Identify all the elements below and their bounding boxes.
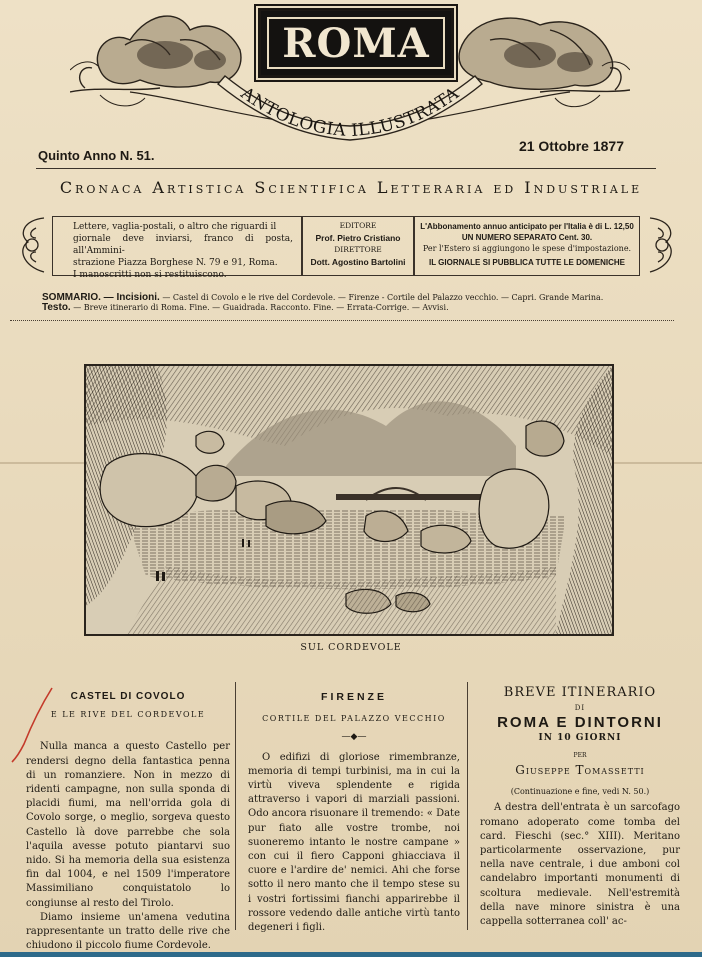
article-title: BREVE ITINERARIO [503, 685, 657, 700]
cordevole-engraving [84, 364, 614, 636]
article-paragraph: Diamo insieme un'amena vedutina rappresentante un tratto delle rive che chiudono il piccolo fiume Cordevole. [26, 911, 230, 952]
masthead-banner-text [70, 0, 630, 150]
ornament-divider: —◆— [341, 732, 367, 743]
masthead [70, 0, 630, 150]
svg-text:ANTOLOGIA ILLUSTRATA: ANTOLOGIA ILLUSTRATA [237, 83, 463, 142]
article-title: CASTEL DI COVOLO [70, 691, 186, 702]
subscription-info: L'Abbonamento annuo anticipato per l'Italia è di L. 12,50 UN NUMERO SEPARATO Cent. 30. Per l'Estero si aggiungono le spese d'impostazione. IL GIORNALE SI PUBBLICA TUTTE LE DOMENICHE [414, 216, 640, 276]
sommario: SOMMARIO. — Incisioni. — Castel di Covolo e le rive del Cordevole. — Firenze - Cortile del Palazzo vecchio. — Capri. Grande Marina. Testo. — Breve itinerario di Roma. Fine. — Guaidrada. Racconto. Fine. — Errata-Corrige. — Avvisi. [42, 292, 604, 313]
illustration-caption: SUL CORDEVOLE [300, 642, 402, 653]
article-main-title: ROMA E DINTORNI [497, 714, 663, 732]
continuation-note: (Continuazione e fine, vedi N. 50.) [510, 787, 650, 797]
article-subtitle: E LE RIVE DEL CORDEVOLE [50, 710, 206, 720]
article-paragraph: O edifizi di gloriose rimembranze, memoria di tempi turbinisi, ma in cui la virtù viveva splendente e rigida attraverso i vapori di marziali passioni. Odo ancora risuonare il tremendo: « Date pur fiato alle vostre trombe, noi suoneremo intanto le nostre campane » con cui il fiero Capponi ghiacciava il cuore e l'ardire de' nemici. Ahi che forse sotto il nero manto che il tempo stese su i vostri fortissimi fianchi apparirebbe il rossore vedendo dalle antiche virtù tanto degeneri i figli. [248, 751, 460, 934]
column-divider [467, 682, 468, 930]
correspondence-info: Lettere, vaglia-postali, o altro che riguardi il giornale deve inviarsi, franco di posta, all'Ammini- strazione Piazza Borghese N. 79 e 91, Roma. I manoscritti non si restituiscono. [52, 216, 302, 276]
divider [10, 320, 674, 321]
article-castel-di-covolo [26, 680, 230, 953]
divider [36, 168, 656, 169]
article-itinerario: BREVE ITINERARIO DI ROMA E DINTORNI IN 10 GIORNI PER Giuseppe Tomassetti (Continuazione e fine, vedi N. 50.) A destra dell'entrata è un sarcofago romano adoperato come tomba del card. Fieschi (sec.° XIII). Meritano particolarmente osservazione, pur nella nave centrale, i due amboni col candelabro importanti monumenti di scoltura medievale. Nell'estremità della nave minore sinistra è una cappella sotterranea coll' ac- [480, 680, 680, 929]
article-paragraph: Nulla manca a questo Castello per rendersi degno della fantastica penna di un romanziere. Non in mezzo di ridenti campagne, non sulla sponda di placidi fiumi, ma nell'orrida gola di Covolo sorge, o meglio, sorgeva questo Castello là dove parrebbe che sola l'aquila avesse potuto piantarvi suo nido. Si ha memoria della sua esistenza fin dal 1004, e nel 1509 l'imperatore Massimiliano conquistatolo lo congiunse al resto del Tirolo. [26, 741, 230, 909]
issue-number: Quinto Anno N. 51. [38, 148, 155, 163]
publication-info [14, 210, 686, 280]
newspaper-subtitle: Cronaca Artistica Scientifica Letteraria ed Industriale [59, 178, 643, 197]
article-title: FIRENZE [321, 691, 387, 703]
scan-edge [0, 952, 702, 957]
article-firenze [248, 680, 460, 935]
article-author: Giuseppe Tomassetti [515, 763, 645, 778]
issue-date: 21 Ottobre 1877 [518, 138, 624, 154]
masthead-title: ROMA [282, 19, 430, 67]
column-divider [235, 682, 236, 930]
right-ornament-icon [644, 214, 680, 276]
editor-info: EDITORE Prof. Pietro Cristiano DIRETTORE Dott. Agostino Bartolini [302, 216, 414, 276]
left-ornament-icon [14, 214, 50, 276]
article-subtitle: CORTILE DEL PALAZZO VECCHIO [262, 714, 446, 724]
article-paragraph: A destra dell'entrata è un sarcofago romano adoperato come tomba del card. Fieschi (sec.° XIII). Meritano particolarmente osservazione, pur nella nave centrale, i due amboni col candelabro importanti monumenti di scoltura medievale. Nell'estremità della nave minore sinistra è una cappella sotterranea coll' ac- [480, 802, 680, 928]
